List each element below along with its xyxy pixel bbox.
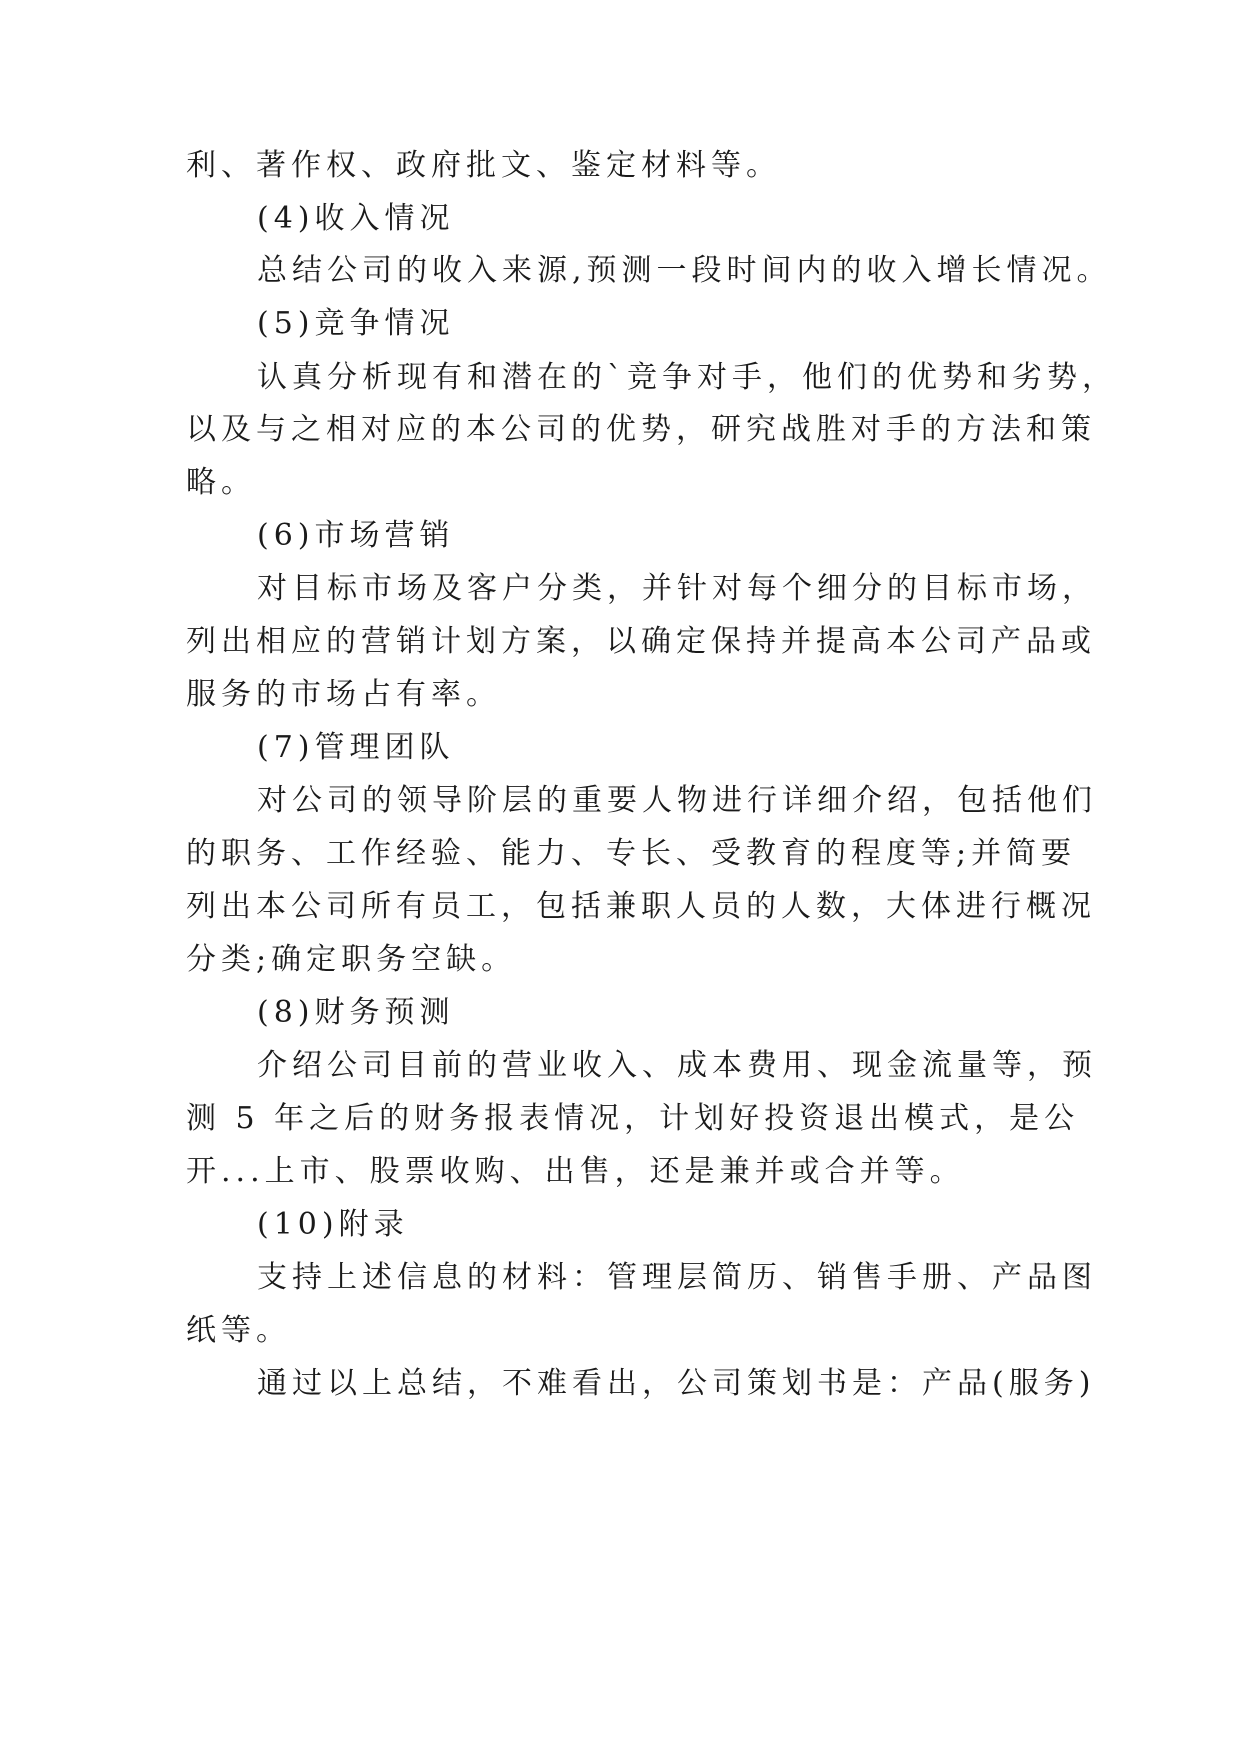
paragraph-line: 认真分析现有和潜在的`竞争对手，他们的优势和劣势， — [257, 360, 1117, 395]
paragraph-line: 支持上述信息的材料：管理层简历、销售手册、产品图 — [257, 1260, 1097, 1295]
paragraph-line: 服务的市场占有率。 — [186, 677, 501, 712]
paragraph-line: 开...上市、股票收购、出售，还是兼并或合并等。 — [186, 1154, 965, 1189]
paragraph-line: 分类;确定职务空缺。 — [186, 942, 517, 977]
paragraph-line: 介绍公司目前的营业收入、成本费用、现金流量等，预 — [257, 1048, 1097, 1083]
section-heading-income: (4)收入情况 — [257, 201, 455, 236]
section-heading-management: (7)管理团队 — [257, 730, 455, 765]
paragraph-line: 测 5 年之后的财务报表情况，计划好投资退出模式，是公 — [186, 1101, 1080, 1136]
paragraph-line: 列出本公司所有员工，包括兼职人员的人数，大体进行概况 — [186, 889, 1096, 924]
section-heading-competition: (5)竞争情况 — [257, 306, 455, 341]
paragraph-line: 利、著作权、政府批文、鉴定材料等。 — [186, 148, 781, 183]
paragraph-line: 列出相应的营销计划方案，以确定保持并提高本公司产品或 — [186, 624, 1096, 659]
paragraph-line: 的职务、工作经验、能力、专长、受教育的程度等;并简要 — [186, 836, 1077, 871]
section-heading-finance: (8)财务预测 — [257, 995, 455, 1030]
paragraph-line: 总结公司的收入来源,预测一段时间内的收入增长情况。 — [257, 253, 1112, 288]
section-heading-appendix: (10)附录 — [257, 1207, 409, 1242]
paragraph-line: 以及与之相对应的本公司的优势，研究战胜对手的方法和策 — [186, 412, 1096, 447]
paragraph-line: 纸等。 — [186, 1313, 291, 1348]
paragraph-line: 略。 — [186, 465, 256, 500]
paragraph-line: 通过以上总结，不难看出，公司策划书是：产品(服务) — [257, 1366, 1096, 1401]
section-heading-marketing: (6)市场营销 — [257, 518, 455, 553]
paragraph-line: 对目标市场及客户分类，并针对每个细分的目标市场， — [257, 571, 1097, 606]
paragraph-line: 对公司的领导阶层的重要人物进行详细介绍，包括他们 — [257, 783, 1097, 818]
